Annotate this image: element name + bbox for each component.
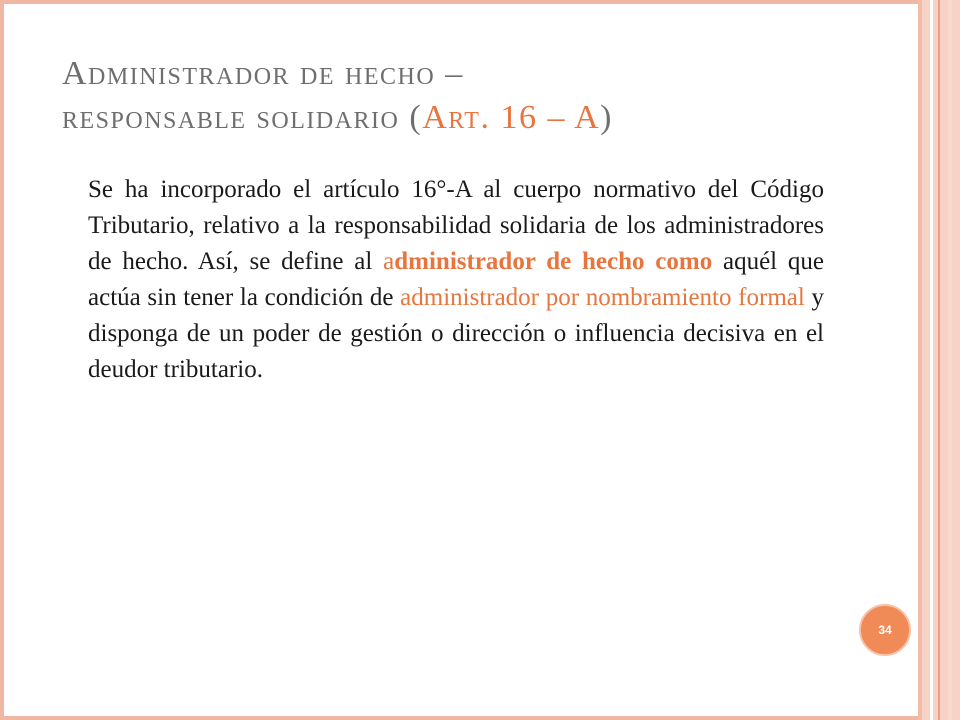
- right-decorative-band: [918, 0, 960, 720]
- title-line-2-prefix: responsable solidario (: [62, 99, 423, 136]
- page-number: 34: [878, 623, 892, 637]
- body-paragraph: [88, 172, 824, 388]
- title-line-2-suffix: ): [600, 99, 613, 136]
- page-number-badge: [859, 604, 911, 656]
- band-stripe: [938, 0, 940, 720]
- paragraph-text-3: y disponga de un poder de gestión o dirección o influencia decisiva en el deudor tributario.: [88, 284, 824, 383]
- highlight-initial: a: [383, 248, 395, 275]
- band-stripe: [948, 0, 952, 720]
- highlight-formal-administrator: administrador por nombramiento formal: [400, 284, 805, 311]
- highlight-definition-term: dministrador de hecho como: [394, 248, 713, 275]
- paragraph-text-1: Se ha incorporado el artículo 16°-A al cuerpo normativo del Código Tributario, relativo a la responsabilidad solidaria de los administradores de hecho. Así, se define al: [88, 176, 824, 275]
- paragraph-text-2: aquél que actúa sin tener la condición de: [88, 248, 825, 311]
- top-border: [0, 0, 918, 4]
- band-stripe: [930, 0, 933, 720]
- title-line-1: Administrador de hecho –: [62, 55, 464, 92]
- band-stripe: [918, 0, 922, 720]
- article-reference: Art. 16 – A: [422, 99, 601, 136]
- bottom-border: [0, 716, 918, 720]
- left-border: [0, 0, 4, 720]
- slide-title: [62, 52, 842, 140]
